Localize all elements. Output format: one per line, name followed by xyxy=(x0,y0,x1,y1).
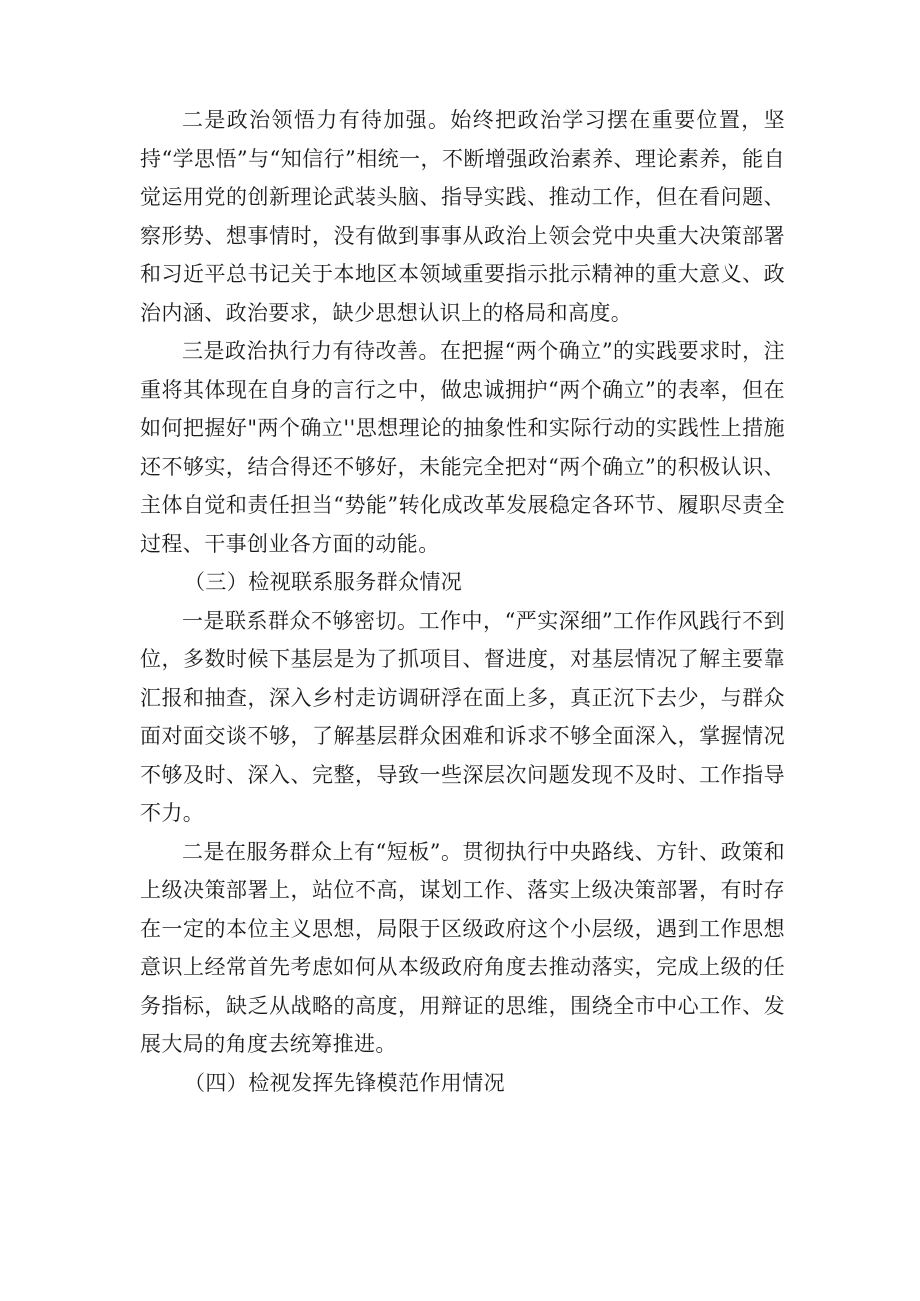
section-heading-vanguard-role: （四）检视发挥先锋模范作用情况 xyxy=(184,1070,505,1095)
paragraph-serve-masses-shortcoming: 二是在服务群众上有“短板”。贯彻执行中央路线、方针、政策和上级决策部署上，站位不高，谋划工作、落实上级决策部署，有时存在一定的本位主义思想，局限于区级政府这个小层级，遇到工作思想意识上经常首先考虑如何从本级政府角度去推动落实，完成上级的任务指标，缺乏从战略的高度，用辩证的思维，围绕全市中心工作、发展大局的角度去统筹推进。 xyxy=(140,839,785,1056)
paragraph-political-execution: 三是政治执行力有待改善。在把握“两个确立”的实践要求时，注重将其体现在自身的言行之中，做忠诚拥护“两个确立”的表率，但在如何把握好"两个确立''思想理论的抽象性和实际行动的实践性上措施还不够实，结合得还不够好，未能完全把对“两个确立”的积极认识、主体自觉和责任担当“势能”转化成改革发展稳定各环节、履职尽责全过程、干事创业各方面的动能。 xyxy=(140,339,785,556)
document-body xyxy=(140,101,785,1102)
paragraph-contact-masses: 一是联系群众不够密切。工作中，“严实深细”工作作风践行不到位，多数时候下基层是为了抓项目、督进度，对基层情况了解主要靠汇报和抽查，深入乡村走访调研浮在面上多，真正沉下去少，与群众面对面交谈不够，了解基层群众困难和诉求不够全面深入，掌握情况不够及时、深入、完整，导致一些深层次问题发现不及时、工作指导不力。 xyxy=(140,608,785,825)
paragraph-political-comprehension: 二是政治领悟力有待加强。始终把政治学习摆在重要位置，坚持“学思悟”与“知信行”相统一，不断增强政治素养、理论素养，能自觉运用党的创新理论武装头脑、指导实践、推动工作，但在看问题、察形势、想事情时，没有做到事事从政治上领会党中央重大决策部署和习近平总书记关于本地区本领域重要指示批示精神的重大意义、政治内涵、政治要求，缺少思想认识上的格局和高度。 xyxy=(140,108,785,325)
section-heading-serve-masses: （三）检视联系服务群众情况 xyxy=(184,570,463,594)
